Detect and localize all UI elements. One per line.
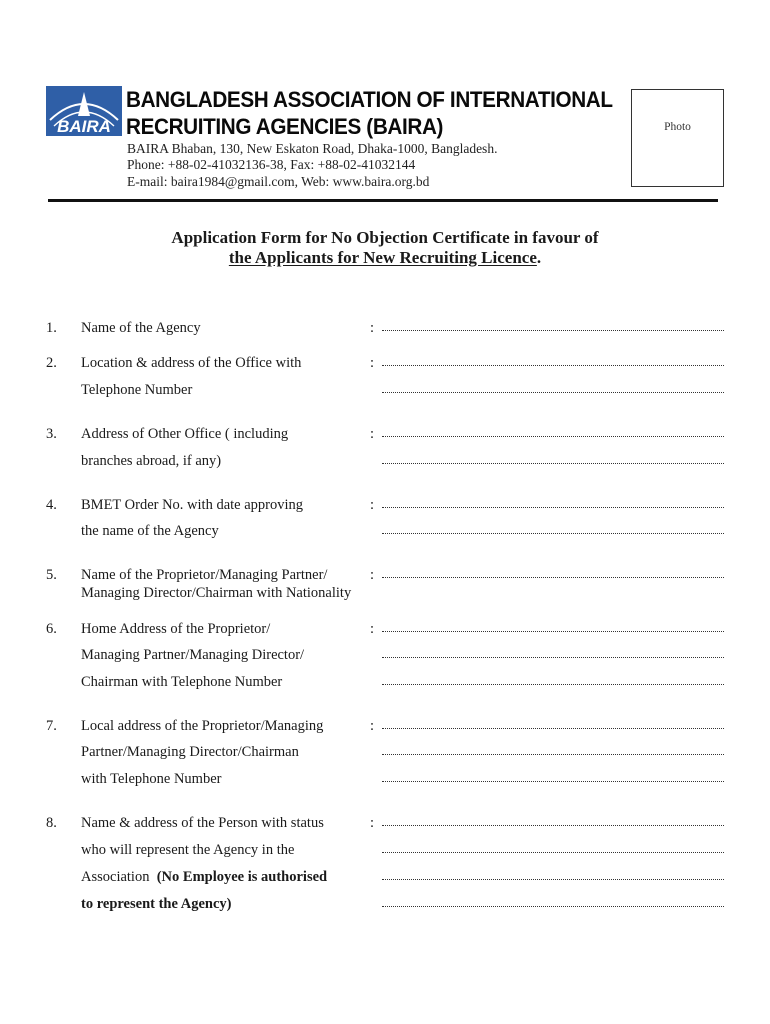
item-label: branches abroad, if any) xyxy=(81,453,222,469)
fill-line-proprietor-name[interactable] xyxy=(382,576,724,578)
item-number: 8. xyxy=(46,815,57,831)
item-label: Name of the Agency xyxy=(81,320,201,336)
header-divider xyxy=(48,199,718,202)
photo-label: Photo xyxy=(664,121,691,133)
colon: : xyxy=(370,355,375,371)
fill-line-bmet-order[interactable] xyxy=(382,532,724,534)
org-address: BAIRA Bhaban, 130, New Eskaton Road, Dhaka-1000, Bangladesh. xyxy=(127,141,498,156)
org-phone: Phone: +88-02-41032136-38, Fax: +88-02-41032144 xyxy=(127,157,416,172)
form-title-line2 xyxy=(0,248,770,268)
item-number: 4. xyxy=(46,497,57,513)
item-label-bold: (No Employee is authorised xyxy=(156,869,328,885)
fill-line-representative[interactable] xyxy=(382,851,724,853)
fill-line-home-address[interactable] xyxy=(382,683,724,685)
item-label: Managing Director/Chairman with Nationality xyxy=(81,585,352,601)
fill-line-office-address[interactable] xyxy=(382,391,724,393)
baira-logo xyxy=(46,86,122,136)
item-number: 6. xyxy=(46,621,57,637)
colon: : xyxy=(370,320,375,336)
photo-box[interactable] xyxy=(631,89,724,187)
item-number: 3. xyxy=(46,426,57,442)
item-label: Name of the Proprietor/Managing Partner/ xyxy=(81,567,328,583)
form-title-period: . xyxy=(536,248,542,267)
fill-line-other-office[interactable] xyxy=(382,435,724,437)
item-label: Address of Other Office ( including xyxy=(81,426,289,442)
colon: : xyxy=(370,426,375,442)
fill-line-local-address[interactable] xyxy=(382,780,724,782)
org-name-line2: RECRUITING AGENCIES (BAIRA) xyxy=(126,114,444,139)
colon: : xyxy=(370,815,375,831)
item-number: 7. xyxy=(46,718,57,734)
item-label: Name & address of the Person with status xyxy=(81,815,324,831)
org-name-line1: BANGLADESH ASSOCIATION OF INTERNATIONAL xyxy=(126,87,613,112)
fill-line-home-address[interactable] xyxy=(382,630,724,632)
fill-line-office-address[interactable] xyxy=(382,364,724,366)
item-label: who will represent the Agency in the xyxy=(81,842,295,858)
form-title-line1: Application Form for No Objection Certificate in favour of xyxy=(171,228,599,247)
colon: : xyxy=(370,621,375,637)
fill-line-representative[interactable] xyxy=(382,905,724,907)
item-label: Chairman with Telephone Number xyxy=(81,674,283,690)
item-number: 5. xyxy=(46,567,57,583)
item-label xyxy=(81,869,327,886)
fill-line-local-address[interactable] xyxy=(382,753,724,755)
fill-line-local-address[interactable] xyxy=(382,727,724,729)
item-label: with Telephone Number xyxy=(81,771,222,787)
item-label: the name of the Agency xyxy=(81,523,219,539)
item-label: Local address of the Proprietor/Managing xyxy=(81,718,324,734)
logo-text: BAIRA xyxy=(57,117,111,136)
item-label: Managing Partner/Managing Director/ xyxy=(81,647,305,663)
item-label: Location & address of the Office with xyxy=(81,355,302,371)
item-label: to represent the Agency) xyxy=(81,896,232,912)
form-title-underlined: the Applicants for New Recruiting Licence xyxy=(228,248,537,267)
fill-line-representative[interactable] xyxy=(382,878,724,880)
colon: : xyxy=(370,718,375,734)
item-label-text: Association xyxy=(81,869,150,885)
fill-line-representative[interactable] xyxy=(382,824,724,826)
item-label: Telephone Number xyxy=(81,382,193,398)
item-number: 2. xyxy=(46,355,57,371)
fill-line-agency-name[interactable] xyxy=(382,329,724,331)
colon: : xyxy=(370,497,375,513)
item-label: Partner/Managing Director/Chairman xyxy=(81,744,299,760)
org-email-web: E-mail: baira1984@gmail.com, Web: www.baira.org.bd xyxy=(127,174,430,189)
item-label: Home Address of the Proprietor/ xyxy=(81,621,271,637)
item-number: 1. xyxy=(46,320,57,336)
fill-line-bmet-order[interactable] xyxy=(382,506,724,508)
item-label: BMET Order No. with date approving xyxy=(81,497,304,513)
colon: : xyxy=(370,567,375,583)
fill-line-other-office[interactable] xyxy=(382,462,724,464)
fill-line-home-address[interactable] xyxy=(382,656,724,658)
